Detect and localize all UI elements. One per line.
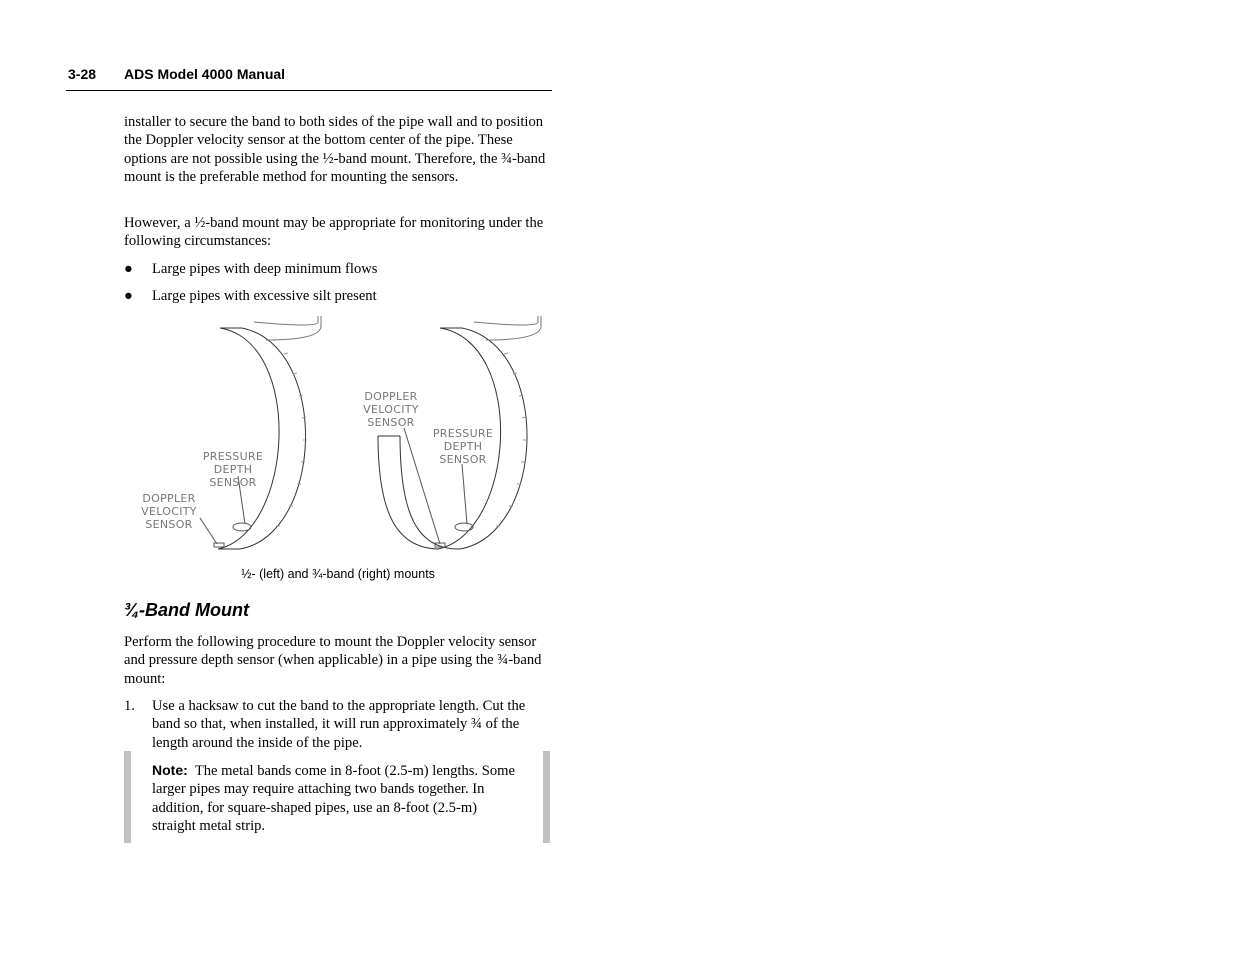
pressure-label-line2: DEPTH [213, 463, 253, 476]
bullet-icon: ● [124, 288, 133, 304]
section-intro-paragraph: Perform the following procedure to mount the Doppler velocity sensor and pressure depth sensor (when applicable) in a pipe using the ¾-band mount: [124, 634, 542, 687]
pressure-label-line2: DEPTH [443, 440, 483, 453]
manual-title: ADS Model 4000 Manual [124, 66, 286, 82]
doppler-label-line2: VELOCITY [141, 505, 197, 518]
half-band-drawing [200, 316, 321, 549]
section-heading: ¾-Band Mount [124, 600, 249, 620]
note-left-bar [124, 751, 131, 843]
three-quarter-band-labels [363, 390, 493, 466]
doppler-label-line1: DOPPLER [142, 492, 196, 505]
note-box [124, 751, 550, 843]
doppler-label-line1: DOPPLER [364, 390, 418, 403]
bullet-text: Large pipes with deep minimum flows [152, 261, 378, 277]
note-right-bar [543, 751, 550, 843]
pressure-label-line1: PRESSURE [432, 427, 494, 440]
figure-caption: ½- (left) and ¾-band (right) mounts [241, 567, 435, 581]
doppler-label-line3: SENSOR [145, 518, 193, 531]
pressure-label-line1: PRESSURE [202, 450, 264, 463]
half-band-labels [141, 450, 263, 531]
however-paragraph: However, a ½-band mount may be appropriate for monitoring under the following circumstances: [124, 215, 544, 250]
page-header [66, 66, 552, 91]
pressure-label-line3: SENSOR [209, 476, 257, 489]
bullet-text: Large pipes with excessive silt present [152, 288, 377, 304]
step-number: 1. [124, 698, 135, 714]
note-content [152, 761, 522, 835]
pressure-label-line3: SENSOR [439, 453, 487, 466]
doppler-label-line2: VELOCITY [363, 403, 419, 416]
intro-paragraph: installer to secure the band to both sides of the pipe wall and to position the Doppler velocity sensor at the bottom center of the pipe. These options are not possible using the ½-band mount. Therefore, the ¾-band mount is the preferable method for mounting the sensors. [124, 114, 546, 185]
doppler-label-line3: SENSOR [367, 416, 415, 429]
page-number: 3-28 [68, 66, 97, 82]
band-mount-figure [134, 312, 554, 560]
note-text: The metal bands come in 8-foot (2.5-m) lengths. Some larger pipes may require attaching two bands together. In addition, for square-shaped pipes, use an 8-foot (2.5-m) straight metal strip. [152, 763, 516, 834]
bullet-icon: ● [124, 261, 133, 277]
step-text: Use a hacksaw to cut the band to the appropriate length. Cut the band so that, when installed, it will run approximately ¾ of the length around the inside of the pipe. [152, 698, 526, 751]
note-label: Note: [152, 762, 188, 778]
